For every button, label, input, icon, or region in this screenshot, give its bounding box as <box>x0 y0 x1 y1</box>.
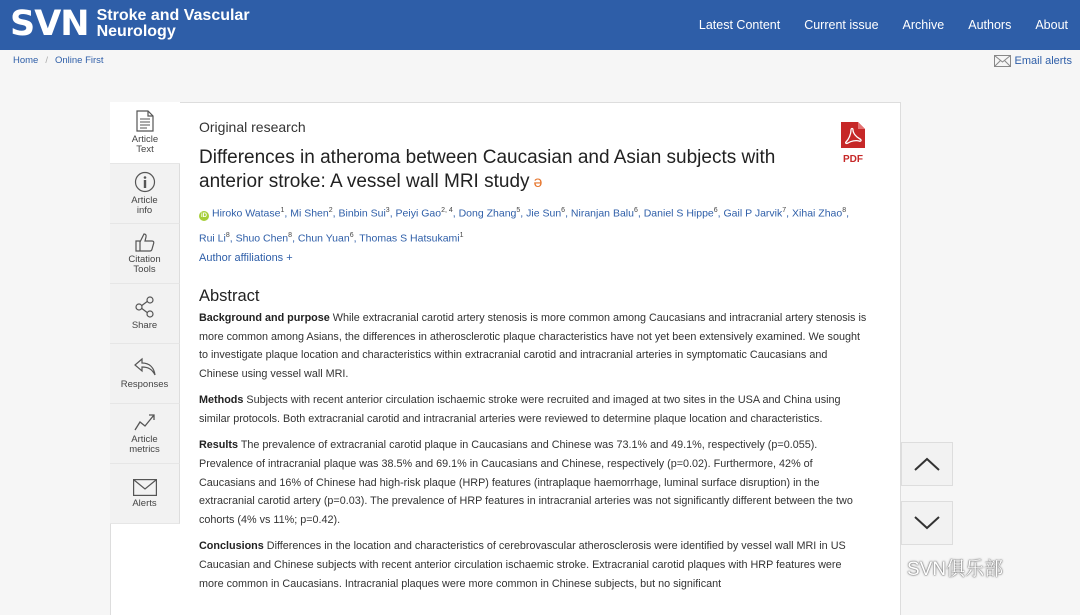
article-title <box>199 146 829 195</box>
author-affiliations-toggle[interactable]: Author affiliations + <box>199 252 293 264</box>
author-sup: 6 <box>713 207 718 214</box>
tab-label: Citation <box>128 254 161 265</box>
author-sup: 8 <box>225 231 230 239</box>
author-sup: 3 <box>385 207 390 214</box>
author-link[interactable]: Mi Shen <box>290 207 329 220</box>
nav-current-issue[interactable]: Current issue <box>804 18 879 32</box>
author-link[interactable]: Chun Yuan <box>297 232 350 244</box>
article-title-text: Differences in atheroma between Caucasian and Asian subjects with anterior stroke: A vessel wall MRI study <box>199 147 776 192</box>
breadcrumb-home[interactable]: Home <box>13 55 39 66</box>
tab-label: Tools <box>133 264 156 275</box>
tab-article-metrics[interactable] <box>110 404 180 464</box>
tab-responses[interactable] <box>110 344 180 404</box>
author-link[interactable]: Xihai Zhao <box>792 207 843 220</box>
tab-label: Article <box>131 434 158 445</box>
share-icon <box>134 296 156 318</box>
author-link[interactable]: Jie Sun <box>526 207 562 220</box>
abstract-section-text: While extracranial carotid artery stenosis is more common among Caucasians and intracranial artery stenosis is more common among Asians, the differences in atherosclerotic plaque characteristics have not yet been extensively examined. We sought to investigate plaque location and characteristics within extracranial carotid and intracranial arteries in symptomatic Caucasians and Chinese using vessel wall MRI. <box>199 312 867 381</box>
tab-citation-tools[interactable] <box>110 224 180 284</box>
author-link[interactable]: Shuo Chen <box>235 232 289 244</box>
chevron-down-icon <box>913 515 941 531</box>
author-sup: 7 <box>782 207 787 214</box>
pdf-icon <box>840 121 866 149</box>
tab-label: Article <box>131 134 159 145</box>
metrics-icon <box>134 412 156 432</box>
author-sup: 6 <box>633 207 638 214</box>
logo-mark: SVN <box>10 4 89 44</box>
reply-icon <box>133 357 157 377</box>
nav-authors[interactable]: Authors <box>968 18 1012 32</box>
logo-line-1: Stroke and Vascular <box>96 7 250 24</box>
logo-line-2: Neurology <box>96 23 176 40</box>
tab-article-info[interactable] <box>110 164 180 224</box>
breadcrumb-separator: / <box>45 55 48 66</box>
abstract-heading: Abstract <box>199 287 260 305</box>
scroll-down-button[interactable] <box>901 501 953 545</box>
envelope-icon <box>994 55 1011 67</box>
abstract-section-label: Methods <box>199 394 244 407</box>
author-link[interactable]: Hiroko Watase <box>212 207 281 220</box>
tab-label: Text <box>136 144 154 155</box>
wechat-icon <box>863 553 901 581</box>
author-link[interactable]: Thomas S Hatsukami <box>359 232 460 244</box>
watermark <box>863 553 1003 581</box>
author-sup: 2, 4 <box>441 207 453 214</box>
author-sup: 2 <box>328 207 333 214</box>
tab-article-text[interactable] <box>110 102 180 164</box>
tab-label: Article <box>131 195 158 206</box>
abstract-results <box>199 436 867 530</box>
author-list: iD Hiroko Watase$^1$, Mi Shen$^2$, Binbin Sui$^3$, Peiyi Gao$^{2, 4}$, Dong Zhang$^5$, Jie Sun$^6$, Niranjan Balu$^6$, Daniel S Hippe$^6$, Gail P Jarvik$^7$, Xihai Zhao$^8$, Rui Li$^8$, Shuo Chen$^8$, Chun Yuan$^6$, Thomas S Hatsukami$^1$ <box>199 207 850 244</box>
author-sup: 8 <box>288 231 293 239</box>
author-sup: 1 <box>280 207 285 214</box>
tab-alerts[interactable] <box>110 464 180 524</box>
abstract-section-label: Background and purpose <box>199 312 330 324</box>
logo-text <box>97 8 250 40</box>
author-sup: 1 <box>459 231 464 239</box>
author-link[interactable]: Niranjan Balu <box>570 207 634 220</box>
main-nav <box>699 0 1080 50</box>
orcid-icon[interactable]: iD <box>201 212 207 219</box>
abstract-section-text: The prevalence of extracranial carotid plaque in Caucasians and Chinese was 73.1% and 49.1%, respectively (p=0.055). Prevalence of intracranial plaque was 38.5% and 69.1% in Caucasians and Chinese, respectively (p=0.02). Furthermore, 42% of Caucasians and 16% of Chinese had high-risk plaque (HRP) features (intraplaque haemorrhage, luminal surface disruption) in the extracranial carotid artery (p=0.03). The prevalence of HRP features in intracranial arteries was not significantly different between the two cohorts (4% vs 11%; p=0.42). <box>199 439 853 527</box>
abstract-section-text: Differences in the location and characteristics of cerebrovascular atherosclerosis were identified by vessel wall MRI in US Caucasian and Chinese subjects with recent anterior circulation ischaemic stroke. Extracranial carotid plaques with HRP features were more common in Caucasians. Intracranial plaques were more common in Chinese subjects, but no significant <box>199 540 846 590</box>
breadcrumb-online-first[interactable]: Online First <box>54 55 104 66</box>
author-link[interactable]: Peiyi Gao <box>395 207 442 220</box>
abstract-section-text: Subjects with recent anterior circulation ischaemic stroke were recruited and imaged at two sites in the USA and China using similar protocols. Both extracranial carotid and intracranial arteries were reviewed to determine plaque location and characteristics. <box>199 394 841 426</box>
author-link[interactable]: Daniel S Hippe <box>643 207 714 220</box>
tab-share[interactable] <box>110 284 180 344</box>
nav-about[interactable]: About <box>1035 18 1068 32</box>
tab-label: Alerts <box>132 497 157 509</box>
envelope-icon <box>133 479 157 496</box>
pdf-download[interactable] <box>839 121 867 165</box>
pdf-label: PDF <box>843 154 863 165</box>
abstract-conclusions <box>199 537 867 593</box>
tab-label: info <box>136 205 153 216</box>
watermark-text: SVN俱乐部 <box>907 558 1004 580</box>
author-link[interactable]: Binbin Sui <box>338 207 386 220</box>
scroll-up-button[interactable] <box>901 442 953 486</box>
abstract-section-label: Results <box>199 439 239 452</box>
email-alerts-link[interactable] <box>994 55 1072 67</box>
open-access-icon: ə <box>533 174 543 191</box>
tab-label: Responses <box>120 379 169 390</box>
info-icon <box>134 171 156 193</box>
site-logo[interactable] <box>10 6 250 42</box>
article-type: Original research <box>199 119 306 135</box>
tab-label: metrics <box>129 444 160 455</box>
nav-latest-content[interactable]: Latest Content <box>698 18 781 32</box>
author-sup: 6 <box>561 207 566 214</box>
abstract-methods <box>199 391 867 428</box>
site-header <box>0 0 1080 50</box>
author-link[interactable]: Rui Li <box>199 232 226 244</box>
author-sup: 5 <box>516 207 521 214</box>
abstract-body <box>199 309 867 601</box>
abstract-background <box>199 309 867 384</box>
thumbs-up-icon <box>134 232 156 252</box>
abstract-section-label: Conclusions <box>199 540 264 553</box>
article-side-tabs <box>110 102 180 524</box>
author-link[interactable]: Gail P Jarvik <box>723 207 783 220</box>
author-sup: 8 <box>842 207 847 214</box>
email-alerts-label: Email alerts <box>1014 55 1072 67</box>
author-sup: 6 <box>349 231 354 239</box>
nav-archive[interactable]: Archive <box>902 18 945 32</box>
tab-label: Share <box>131 320 158 331</box>
chevron-up-icon <box>913 456 941 472</box>
document-icon <box>136 110 154 132</box>
author-link[interactable]: Dong Zhang <box>458 207 517 220</box>
breadcrumb <box>13 55 104 66</box>
